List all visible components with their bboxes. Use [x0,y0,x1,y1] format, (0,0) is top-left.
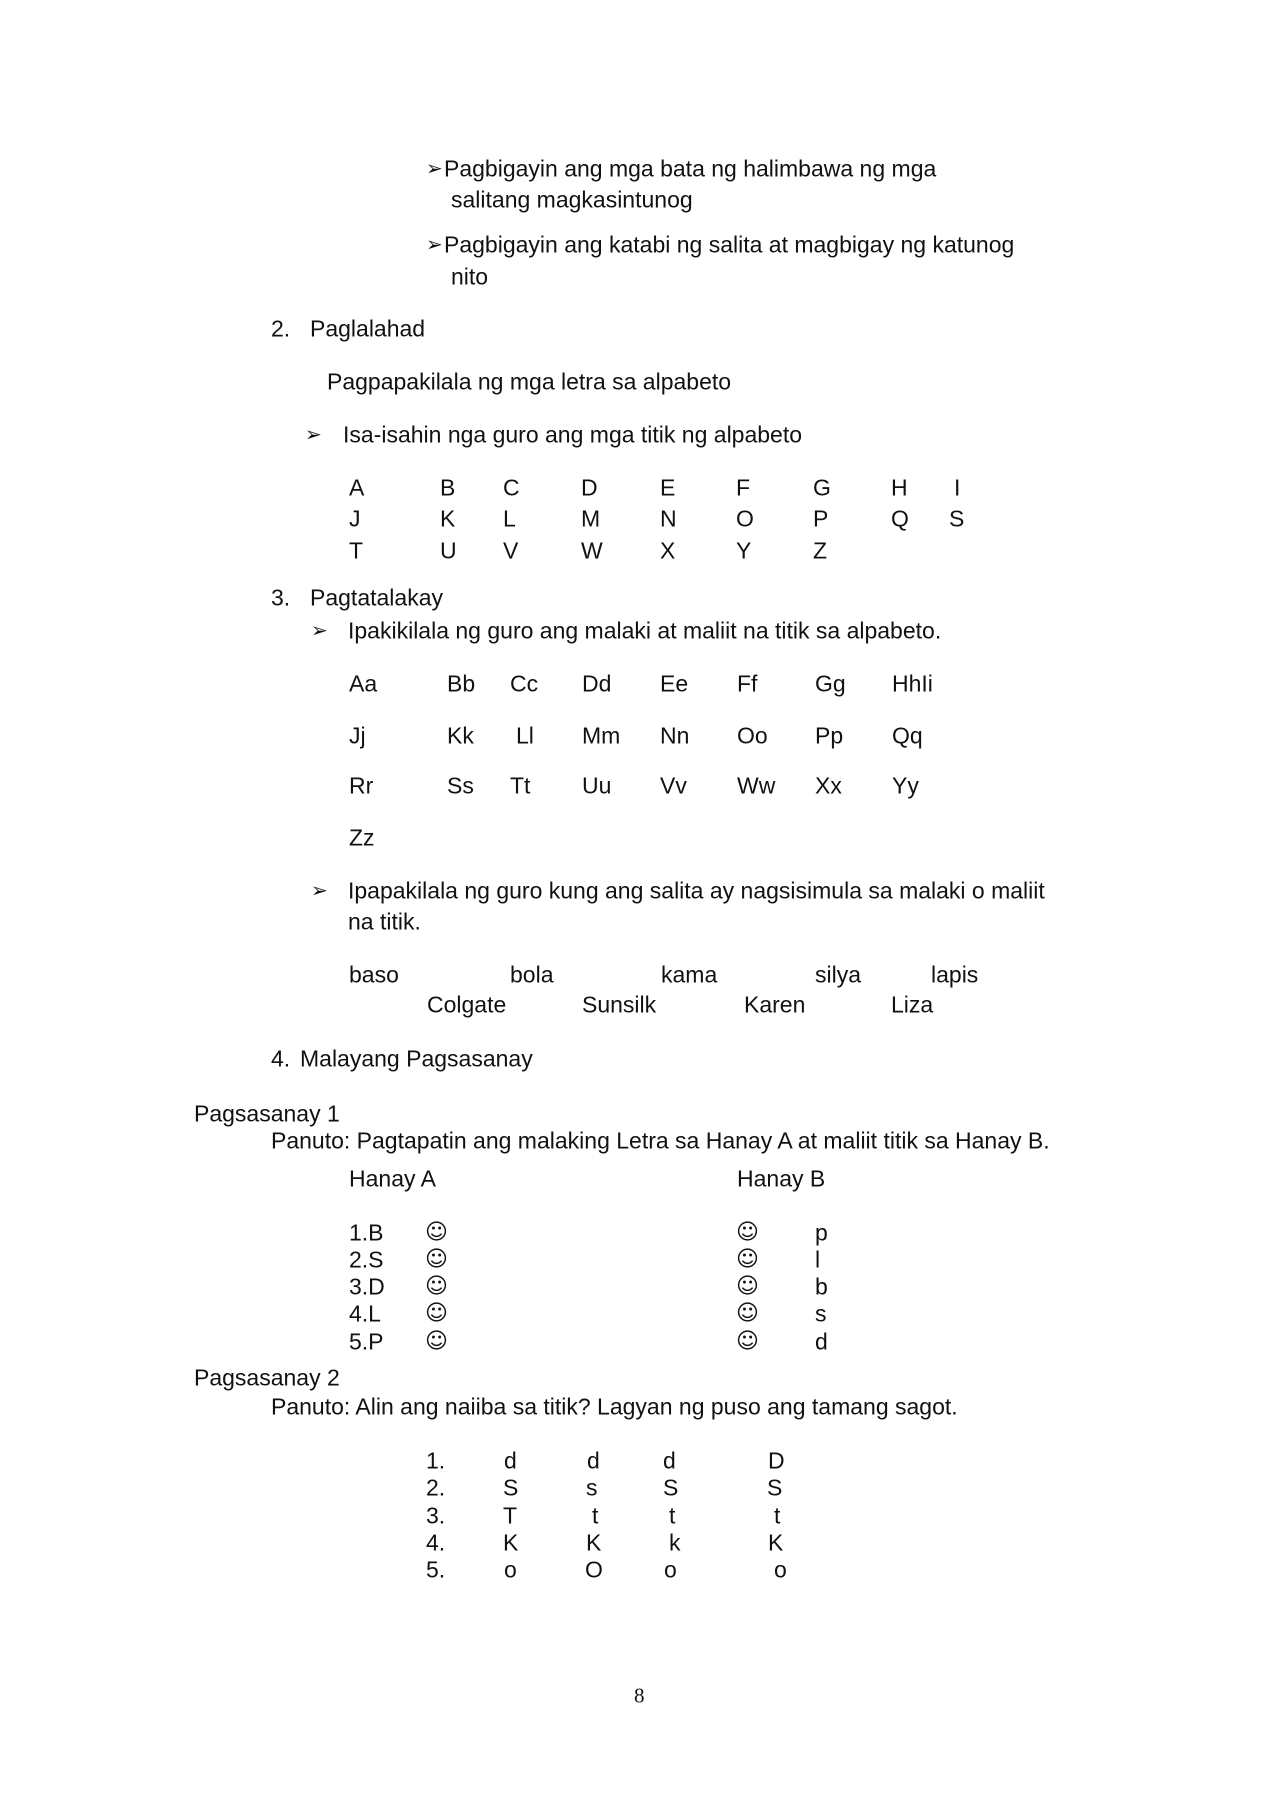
column-b-item: s [815,1300,827,1327]
smiley-icon: ☺ [425,1247,448,1272]
choice: o [504,1556,517,1583]
choice: T [503,1502,518,1529]
word: lapis [931,961,979,988]
intro-bullet-2-line-2: nito [451,263,489,290]
choice: S [503,1474,519,1501]
letter-pair: Vv [660,772,687,799]
intro-bullet-1-line-1: Pagbigayin ang mga bata ng halimbawa ng mga [444,155,937,182]
letter: Q [891,505,909,532]
column-b-item: b [815,1273,828,1300]
section-4-number: 4. [271,1045,291,1072]
letter-pair: Ff [737,670,758,697]
arrow-bullet-icon: ➢ [426,234,443,256]
letter: P [813,505,829,532]
smiley-icon: ☺ [736,1274,759,1299]
letter: Y [736,537,752,564]
letter-pair: Mm [582,722,621,749]
smiley-icon: ☺ [736,1301,759,1326]
choice: t [592,1502,599,1529]
section-3-number: 3. [271,584,291,611]
word: Colgate [427,991,507,1018]
section-2-bullet: Isa-isahin nga guro ang mga titik ng alpabeto [343,421,803,448]
letter-pair: Ll [516,722,534,749]
choice: O [585,1556,603,1583]
section-2-title: Paglalahad [310,315,426,342]
letter: T [349,537,364,564]
letter: J [349,505,361,532]
column-b-header: Hanay B [737,1165,826,1192]
letter: C [503,474,520,501]
column-a-item: 2.S [349,1246,384,1273]
letter-pair: Kk [447,722,474,749]
choice: d [587,1447,600,1474]
smiley-icon: ☺ [425,1301,448,1326]
letter-pair: Nn [660,722,690,749]
letter-pair: Cc [510,670,539,697]
column-a-item: 1.B [349,1219,384,1246]
word: bola [510,961,554,988]
letter: E [660,474,676,501]
word: silya [815,961,862,988]
section-3-bullet-2-line-2: na titik. [348,908,421,935]
word: kama [661,961,718,988]
choice: o [664,1556,677,1583]
word: Sunsilk [582,991,657,1018]
letter: M [581,505,601,532]
column-b-item: p [815,1219,828,1246]
smiley-icon: ☺ [736,1247,759,1272]
letter: K [440,505,456,532]
smiley-icon: ☺ [736,1220,759,1245]
choice: K [768,1529,784,1556]
letter: W [581,537,603,564]
column-b-item: l [815,1246,821,1273]
letter-pair: Ee [660,670,689,697]
section-4-title: Malayang Pagsasanay [300,1045,533,1072]
intro-bullet-2-line-1: Pagbigayin ang katabi ng salita at magbigay ng katunog [444,231,1015,258]
letter-pair: Ww [737,772,776,799]
row-number: 1. [426,1447,446,1474]
letter: D [581,474,598,501]
row-number: 5. [426,1556,446,1583]
smiley-icon: ☺ [425,1274,448,1299]
choice: k [669,1529,681,1556]
column-a-header: Hanay A [349,1165,436,1192]
word: baso [349,961,399,988]
choice: S [663,1474,679,1501]
letter-pair: Xx [815,772,842,799]
letter: A [349,474,365,501]
letter-pair: Qq [892,722,923,749]
letter: F [736,474,751,501]
word: Liza [891,991,934,1018]
choice: K [503,1529,519,1556]
column-a-item: 3.D [349,1273,385,1300]
letter-pair: Ss [447,772,474,799]
row-number: 4. [426,1529,446,1556]
choice: d [504,1447,517,1474]
letter-pair: Aa [349,670,378,697]
letter-pair: HhIi [892,670,933,697]
letter-pair: Dd [582,670,612,697]
letter-pair: Oo [737,722,768,749]
letter: X [660,537,676,564]
letter: B [440,474,456,501]
row-number: 3. [426,1502,446,1529]
letter-pair: Zz [349,824,375,851]
section-3-title: Pagtatalakay [310,584,443,611]
letter: G [813,474,831,501]
letter: O [736,505,754,532]
arrow-bullet-icon: ➢ [311,620,328,642]
choice: d [663,1447,676,1474]
intro-bullet-1-line-2: salitang magkasintunog [451,186,693,213]
letter-pair: Gg [815,670,846,697]
smiley-icon: ☺ [736,1329,759,1354]
arrow-bullet-icon: ➢ [305,424,322,446]
letter-pair: Yy [892,772,919,799]
smiley-icon: ☺ [425,1220,448,1245]
arrow-bullet-icon: ➢ [426,158,443,180]
choice: D [768,1447,785,1474]
exercise-2-title: Pagsasanay 2 [194,1364,340,1391]
smiley-icon: ☺ [425,1329,448,1354]
choice: o [774,1556,787,1583]
choice: s [586,1474,598,1501]
letter: I [954,474,961,501]
section-3-bullet-2-line-1: Ipapakilala ng guro kung ang salita ay nagsisimula sa malaki o maliit [348,877,1045,904]
choice: t [669,1502,676,1529]
exercise-1-title: Pagsasanay 1 [194,1100,340,1127]
letter: U [440,537,457,564]
letter-pair: Pp [815,722,844,749]
section-2-number: 2. [271,315,291,342]
letter: Z [813,537,828,564]
arrow-bullet-icon: ➢ [311,880,328,902]
exercise-2-instruction: Panuto: Alin ang naiiba sa titik? Lagyan ng puso ang tamang sagot. [271,1393,958,1420]
choice: t [774,1502,781,1529]
section-2-subtitle: Pagpapakilala ng mga letra sa alpabeto [327,368,732,395]
letter-pair: Uu [582,772,612,799]
exercise-1-instruction: Panuto: Pagtapatin ang malaking Letra sa Hanay A at maliit titik sa Hanay B. [271,1127,1050,1154]
column-a-item: 4.L [349,1300,381,1327]
letter: N [660,505,677,532]
letter-pair: Rr [349,772,374,799]
letter: H [891,474,908,501]
letter: L [503,505,516,532]
choice: K [586,1529,602,1556]
letter: V [503,537,519,564]
row-number: 2. [426,1474,446,1501]
letter-pair: Tt [510,772,531,799]
word: Karen [744,991,806,1018]
column-a-item: 5.P [349,1328,384,1355]
choice: S [767,1474,783,1501]
letter-pair: Jj [349,722,366,749]
column-b-item: d [815,1328,828,1355]
letter: S [949,505,965,532]
page-number: 8 [634,1683,645,1708]
letter-pair: Bb [447,670,476,697]
section-3-bullet-1: Ipakikilala ng guro ang malaki at maliit na titik sa alpabeto. [348,617,942,644]
